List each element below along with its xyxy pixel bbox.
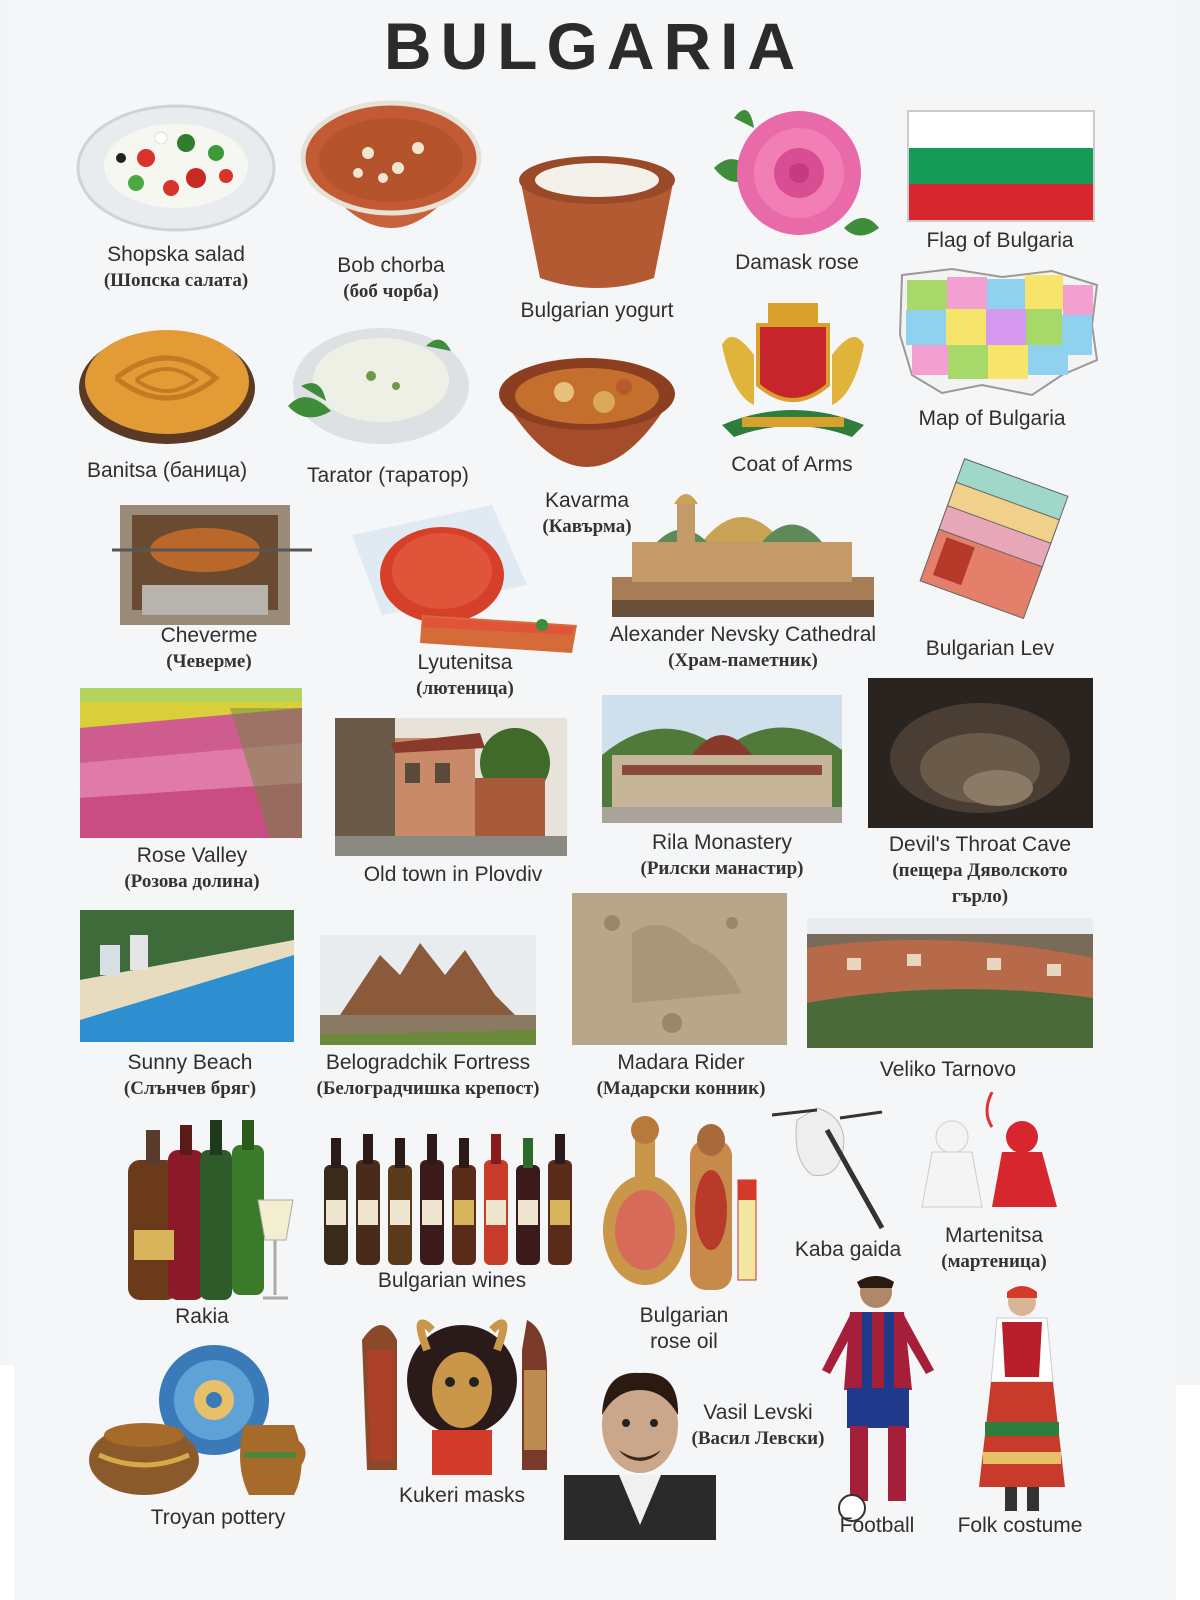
- bob-chorba-caption: [291, 253, 491, 305]
- bulgarian-rose-oil-caption: [584, 1303, 784, 1355]
- bob-chorba-local-label: (боб чорба): [343, 281, 439, 302]
- rila-monastery-caption: [622, 830, 822, 882]
- veliko-tarnovo-label: Veliko Tarnovo: [879, 1058, 1017, 1081]
- lyutenitsa-image: [342, 505, 582, 655]
- kavarma-local-label: (Кавърма): [542, 516, 632, 537]
- troyan-pottery-image: [84, 1345, 314, 1505]
- old-town-plovdiv-image: [335, 718, 567, 856]
- lyutenitsa-caption: [365, 650, 565, 702]
- kavarma-image: [494, 352, 680, 482]
- rakia-image: [108, 1120, 298, 1310]
- sunny-beach-caption: [90, 1050, 290, 1102]
- troyan-pottery-label: Troyan pottery: [150, 1506, 286, 1529]
- bob-chorba-image: [298, 98, 484, 248]
- kukeri-masks-caption: [362, 1483, 562, 1509]
- bulgarian-lev-image: [917, 455, 1077, 630]
- bulgarian-lev-caption: [890, 636, 1090, 662]
- map-of-bulgaria-caption: [892, 406, 1092, 432]
- martenitsa-caption: [894, 1223, 1094, 1275]
- rakia-caption: [102, 1304, 302, 1330]
- cheverme-label: Cheverme: [160, 624, 258, 647]
- folk-costume-label: Folk costume: [957, 1514, 1083, 1537]
- bulgarian-rose-oil-label: Bulgarian: [639, 1304, 729, 1327]
- lyutenitsa-label: Lyutenitsa: [417, 651, 513, 674]
- bulgarian-rose-oil-label-2: rose oil: [650, 1330, 718, 1353]
- damask-rose-caption: [697, 250, 897, 276]
- poster: [12, 0, 1176, 1600]
- flag-of-bulgaria-label: Flag of Bulgaria: [926, 229, 1074, 252]
- rose-valley-label: Rose Valley: [136, 844, 248, 867]
- banitsa-caption: [67, 458, 267, 484]
- bulgarian-yogurt-label: Bulgarian yogurt: [520, 299, 674, 322]
- veliko-tarnovo-caption: [848, 1057, 1048, 1083]
- tarator-caption: [288, 463, 488, 489]
- bulgarian-wines-caption: [352, 1268, 552, 1294]
- flag-of-bulgaria-image: [907, 110, 1095, 222]
- vasil-levski-image: [564, 1365, 716, 1540]
- page-edge-left: [0, 1365, 14, 1600]
- belogradchik-fortress-caption: [297, 1050, 559, 1102]
- vasil-levski-local-label: (Васил Левски): [691, 1428, 825, 1449]
- banitsa-image: [76, 318, 258, 448]
- shopska-salad-image: [76, 98, 276, 233]
- tarator-image: [276, 316, 476, 456]
- kavarma-label: Kavarma: [544, 489, 630, 512]
- rose-valley-image: [80, 688, 302, 838]
- devils-throat-cave-label: Devil's Throat Cave: [888, 833, 1072, 856]
- madara-rider-label: Madara Rider: [617, 1051, 745, 1074]
- madara-rider-caption: [573, 1050, 789, 1102]
- old-town-plovdiv-caption: [343, 862, 563, 888]
- kukeri-masks-label: Kukeri masks: [398, 1484, 526, 1507]
- veliko-tarnovo-image: [807, 918, 1093, 1048]
- football-player-image: [812, 1270, 944, 1530]
- belogradchik-fortress-image: [320, 935, 536, 1045]
- poster-title: BULGARIA: [383, 9, 805, 83]
- belogradchik-fortress-local-label: (Белоградчишка крепост): [316, 1078, 540, 1099]
- cheverme-local-label: (Чеверме): [166, 651, 252, 672]
- football-caption: [827, 1513, 927, 1539]
- rila-monastery-image: [602, 695, 842, 823]
- rose-valley-caption: [92, 843, 292, 895]
- old-town-plovdiv-label: Old town in Plovdiv: [363, 863, 543, 886]
- devils-throat-cave-image: [868, 678, 1093, 828]
- bob-chorba-label: Bob chorba: [337, 254, 445, 277]
- rose-valley-local-label: (Розова долина): [124, 871, 260, 892]
- alexander-nevsky-cathedral-label: Alexander Nevsky Cathedral: [609, 623, 877, 646]
- flag-of-bulgaria-caption: [900, 228, 1100, 254]
- kaba-gaida-label: Kaba gaida: [794, 1238, 902, 1261]
- damask-rose-image: [694, 98, 884, 248]
- alexander-nevsky-cathedral-local-label: (Храм-паметник): [668, 650, 818, 671]
- kaba-gaida-image: [772, 1100, 892, 1235]
- coat-of-arms-caption: [692, 452, 892, 478]
- martenitsa-local-label: (мартеница): [941, 1251, 1047, 1272]
- martenitsa-image: [912, 1092, 1072, 1217]
- lyutenitsa-local-label: (лютеница): [416, 678, 514, 699]
- alexander-nevsky-cathedral-image: [612, 482, 874, 617]
- map-of-bulgaria-image: [892, 265, 1102, 400]
- rila-monastery-label: Rila Monastery: [651, 831, 793, 854]
- coat-of-arms-label: Coat of Arms: [731, 453, 853, 476]
- alexander-nevsky-cathedral-caption: [593, 622, 893, 674]
- vasil-levski-label: Vasil Levski: [703, 1401, 813, 1424]
- tarator-label: Tarator (таратор): [307, 464, 469, 487]
- martenitsa-label: Martenitsa: [944, 1224, 1044, 1247]
- rila-monastery-local-label: (Рилски манастир): [640, 858, 804, 879]
- bulgarian-yogurt-caption: [497, 298, 697, 324]
- devils-throat-cave-local-label-2: гърло): [951, 886, 1009, 907]
- shopska-salad-local-label: (Шопска салата): [103, 270, 249, 291]
- shopska-salad-label: Shopska salad: [107, 243, 245, 266]
- madara-rider-local-label: (Мадарски конник): [596, 1078, 766, 1099]
- sunny-beach-local-label: (Слънчев бряг): [123, 1078, 257, 1099]
- bulgarian-rose-oil-image: [600, 1110, 760, 1300]
- football-label: Football: [839, 1514, 915, 1537]
- shopska-salad-caption: [76, 242, 276, 294]
- madara-rider-image: [572, 893, 787, 1045]
- bulgarian-wines-image: [320, 1130, 582, 1265]
- sunny-beach-label: Sunny Beach: [127, 1051, 253, 1074]
- map-of-bulgaria-label: Map of Bulgaria: [918, 407, 1066, 430]
- devils-throat-cave-local-label: (пещера Дяволското: [892, 860, 1068, 881]
- cheverme-image: [112, 505, 312, 630]
- belogradchik-fortress-label: Belogradchik Fortress: [325, 1051, 531, 1074]
- bulgarian-yogurt-image: [512, 148, 682, 293]
- sunny-beach-image: [80, 910, 294, 1042]
- troyan-pottery-caption: [118, 1505, 318, 1531]
- devils-throat-cave-caption: [870, 832, 1090, 910]
- damask-rose-label: Damask rose: [735, 251, 859, 274]
- cheverme-caption: [109, 623, 309, 675]
- folk-costume-image: [967, 1282, 1077, 1514]
- bulgarian-wines-label: Bulgarian wines: [377, 1269, 527, 1292]
- kukeri-masks-image: [352, 1310, 562, 1480]
- bulgarian-lev-label: Bulgarian Lev: [925, 637, 1055, 660]
- banitsa-label: Banitsa (баница): [86, 459, 248, 482]
- folk-costume-caption: [930, 1513, 1110, 1539]
- page-edge-right: [1176, 1385, 1200, 1600]
- rakia-label: Rakia: [175, 1305, 229, 1328]
- coat-of-arms-image: [702, 295, 884, 445]
